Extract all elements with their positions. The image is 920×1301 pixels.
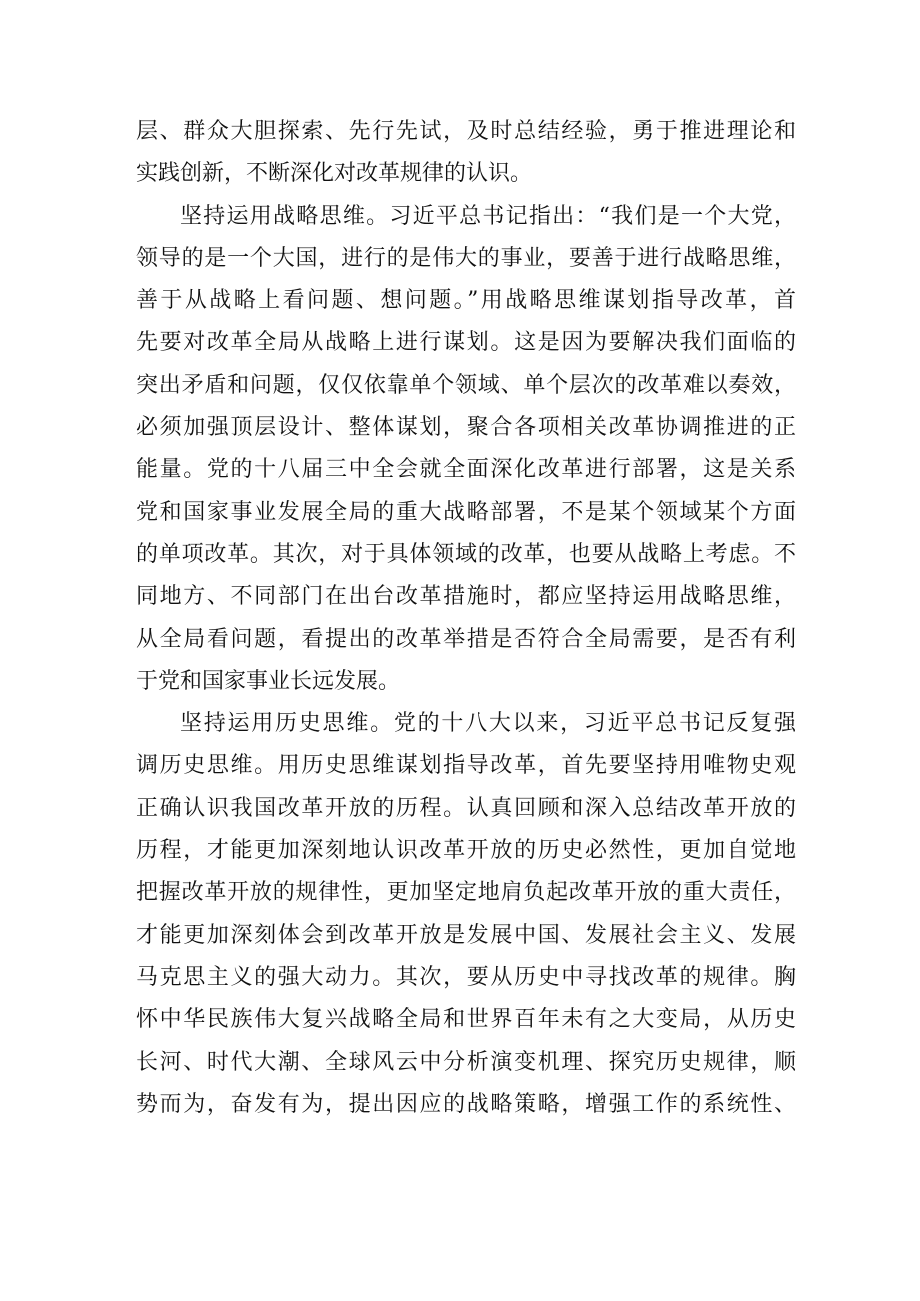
text-line: 长河、时代大潮、全球风云中分析演变机理、探究历史规律，顺 [136, 1049, 796, 1075]
text-line: 把握改革开放的规律性，更加坚定地肩负起改革开放的重大责任， [136, 880, 796, 906]
text-line: 正确认识我国改革开放的历程。认真回顾和深入总结改革开放的 [136, 795, 796, 821]
text-line: 马克思主义的强大动力。其次，要从历史中寻找改革的规律。胸 [136, 964, 796, 990]
text-line: 同地方、不同部门在出台改革措施时，都应坚持运用战略思维， [136, 584, 796, 610]
text-line: 历程，才能更加深刻地认识改革开放的历史必然性，更加自觉地 [136, 838, 796, 864]
text-line: 先要对改革全局从战略上进行谋划。这是因为要解决我们面临的 [136, 330, 796, 356]
text-line: 善于从战略上看问题、想问题。”用战略思维谋划指导改革，首 [136, 288, 796, 314]
text-line: 怀中华民族伟大复兴战略全局和世界百年未有之大变局，从历史 [136, 1007, 796, 1033]
paragraph-first-line: 坚持运用战略思维。习近平总书记指出：“我们是一个大党， [180, 203, 796, 229]
text-line: 从全局看问题，看提出的改革举措是否符合全局需要，是否有利 [136, 626, 796, 652]
paragraph-first-line: 坚持运用历史思维。党的十八大以来，习近平总书记反复强 [180, 711, 796, 737]
text-line: 必须加强顶层设计、整体谋划，聚合各项相关改革协调推进的正 [136, 415, 796, 441]
body-text [136, 111, 796, 1126]
text-line: 层、群众大胆探索、先行先试，及时总结经验，勇于推进理论和 [136, 119, 796, 144]
text-line: 实践创新，不断深化对改革规律的认识。 [136, 161, 533, 187]
text-line: 能量。党的十八届三中全会就全面深化改革进行部署，这是关系 [136, 457, 796, 483]
text-line: 才能更加深刻体会到改革开放是发展中国、发展社会主义、发展 [136, 922, 796, 948]
text-line: 调历史思维。用历史思维谋划指导改革，首先要坚持用唯物史观 [136, 753, 796, 779]
text-line: 势而为，奋发有为，提出因应的战略策略，增强工作的系统性、 [136, 1091, 796, 1117]
text-line: 突出矛盾和问题，仅仅依靠单个领域、单个层次的改革难以奏效， [136, 372, 796, 398]
text-line: 于党和国家事业长远发展。 [136, 668, 401, 694]
text-line: 领导的是一个大国，进行的是伟大的事业，要善于进行战略思维， [136, 245, 796, 271]
text-line: 党和国家事业发展全局的重大战略部署，不是某个领域某个方面 [136, 499, 796, 525]
text-line: 的单项改革。其次，对于具体领域的改革，也要从战略上考虑。不 [136, 541, 796, 567]
